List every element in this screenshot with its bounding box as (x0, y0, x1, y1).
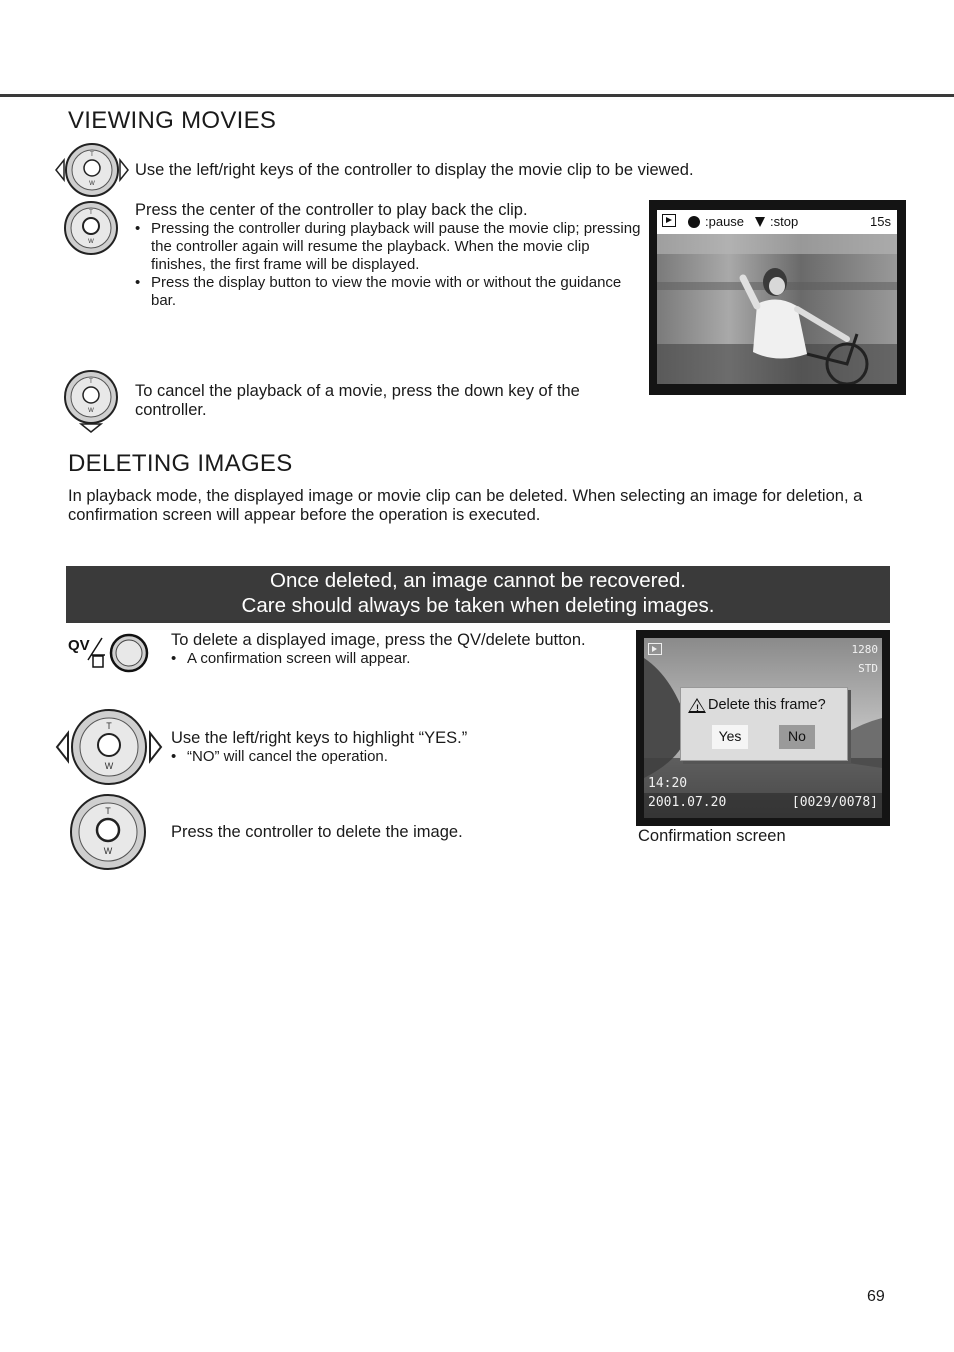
deleting-step1-title: To delete a displayed image, press the QV/delete button. (171, 631, 586, 649)
svg-text:W: W (104, 761, 114, 771)
viewing-step3-text: To cancel the playback of a movie, press the down key of the controller. (135, 382, 580, 419)
svg-text:T: T (89, 379, 93, 385)
movie-playback-screen (649, 200, 906, 395)
svg-text:QV: QV (68, 637, 90, 654)
movie-frame-photo (657, 234, 897, 384)
viewing-step1-text: Use the left/right keys of the controller to display the movie clip to be viewed. (135, 161, 694, 179)
guidance-bar (657, 210, 897, 234)
confirmation-screen-caption: Confirmation screen (638, 827, 786, 845)
svg-text:T: T (106, 721, 112, 731)
playback-mode-icon (662, 214, 676, 227)
svg-text:W: W (89, 181, 95, 187)
svg-text:T: T (89, 210, 93, 216)
warning-line-1: Once deleted, an image cannot be recovered. (270, 569, 686, 592)
section-heading-viewing-movies: VIEWING MOVIES (68, 107, 277, 134)
controller-center-icon (62, 200, 120, 256)
yes-button[interactable]: Yes (712, 725, 748, 749)
svg-text:W: W (103, 846, 113, 856)
stop-label: :stop (770, 214, 799, 229)
warning-line-2: Care should always be taken when deleting images. (241, 594, 715, 617)
frame-counter: [0029/0078] (791, 795, 878, 810)
deletion-warning-banner (66, 566, 890, 623)
stop-down-icon (755, 217, 765, 227)
dialog-title: Delete this frame? (708, 697, 826, 713)
capture-date: 2001.07.20 (648, 795, 727, 810)
pause-label: :pause (705, 214, 745, 229)
controller-down-icon (62, 370, 120, 434)
deleting-step2-title: Use the left/right keys to highlight “YES.” (171, 729, 468, 747)
section-heading-deleting-images: DELETING IMAGES (68, 450, 293, 477)
deleting-step2-bullets (171, 748, 631, 766)
svg-text:T: T (105, 806, 111, 816)
confirmation-screen (636, 630, 890, 826)
image-quality-indicator: STD (858, 662, 878, 675)
capture-time: 14:20 (648, 776, 688, 791)
image-size-indicator: 1280 (851, 643, 878, 656)
no-button[interactable]: No (779, 725, 815, 749)
viewing-step2-bullets (135, 220, 641, 310)
controller-center-icon (68, 793, 148, 873)
deleting-step1-bullets (171, 650, 631, 668)
deleting-intro: In playback mode, the displayed image or movie clip can be deleted. When selecting an image for deletion, a confirmation screen will appear before the operation is executed. (68, 487, 863, 524)
svg-text:W: W (88, 408, 94, 414)
deleting-step3-text: Press the controller to delete the image. (171, 823, 463, 841)
svg-text:W: W (88, 239, 94, 245)
qv-delete-button-icon (66, 632, 150, 674)
bullet-item: • Pressing the controller during playback will pause the movie clip; pressing the controller again will resume the playback. When the movie clip finishes, the first frame will be displayed. (135, 220, 641, 274)
movie-time: 15s (870, 214, 891, 229)
svg-text:T: T (90, 152, 94, 158)
pause-center-icon (688, 216, 700, 228)
bullet-item: • Press the display button to view the movie with or without the guidance bar. (135, 274, 641, 310)
controller-left-right-icon (54, 142, 130, 198)
controller-left-right-icon (54, 707, 164, 787)
top-rule (0, 94, 954, 97)
playback-mode-icon (648, 643, 662, 655)
delete-confirmation-dialog: ! Delete this frame? Yes No (680, 687, 848, 761)
bullet-item: • “NO” will cancel the operation. (171, 748, 631, 766)
viewing-step2-title: Press the center of the controller to play back the clip. (135, 201, 528, 219)
bullet-item: • A confirmation screen will appear. (171, 650, 631, 668)
page-number: 69 (867, 1288, 885, 1305)
